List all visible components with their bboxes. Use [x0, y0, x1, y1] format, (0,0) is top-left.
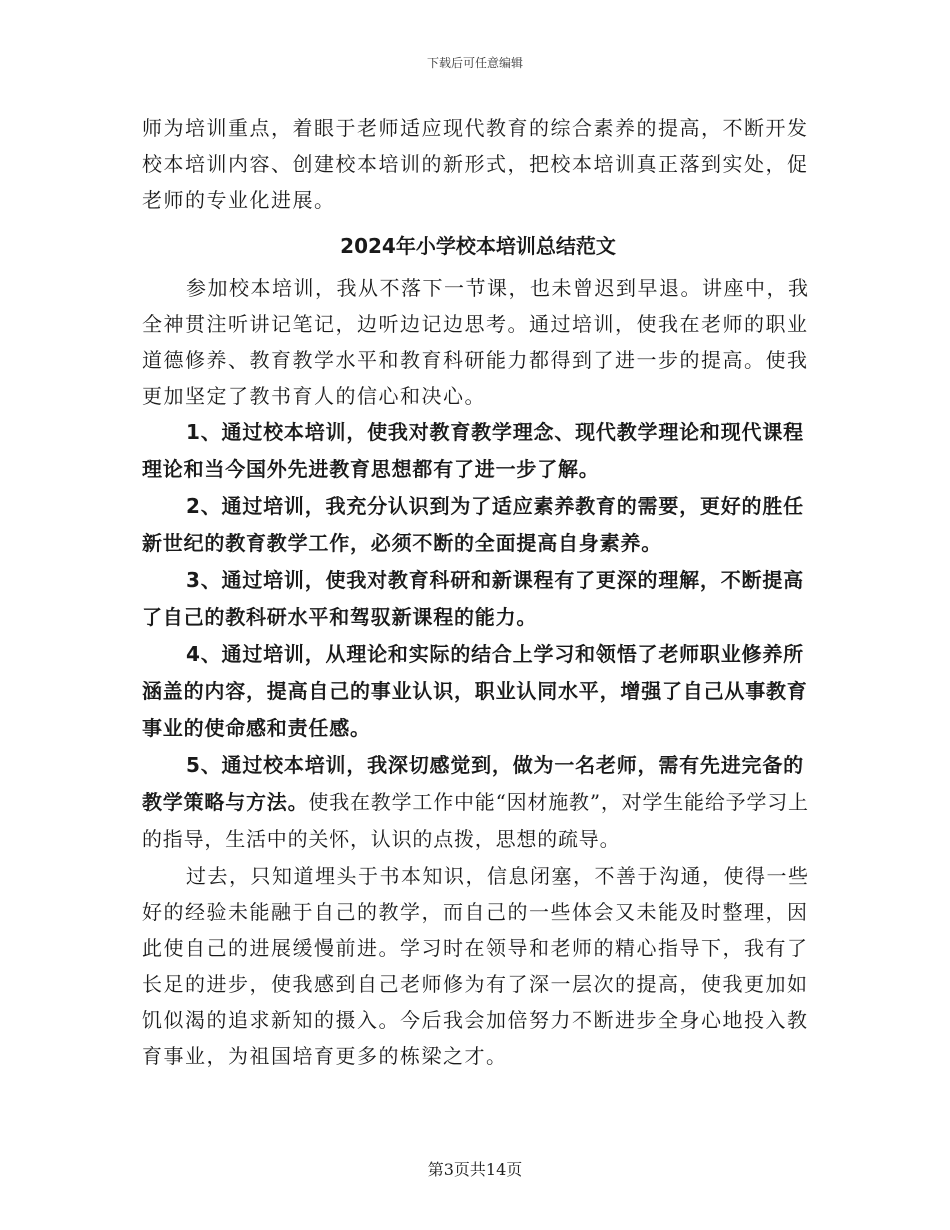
list-item-lead: 5、通过校本培训，我深切感觉到，做为一名老师，需有先进完备的教学策略与方法。 [142, 753, 804, 814]
list-item-lead: 2、通过培训，我充分认识到为了适应素养教育的需要，更好的胜任新世纪的教育教学工作，必须不断的全面提高自身素养。 [142, 494, 804, 555]
header-note: 下载后可任意编辑 [426, 56, 523, 70]
list-item [142, 747, 814, 858]
document-title: 2024年小学校本培训总结范文 [340, 234, 616, 258]
list-item-lead: 3、通过培训，使我对教育科研和新课程有了更深的理解，不断提高了自己的教科研水平和驾驭新课程的能力。 [142, 568, 804, 629]
body-paragraph-1: 参加校本培训，我从不落下一节课，也未曾迟到早退。讲座中，我全神贯注听讲记笔记，边听边记边思考。通过培训，使我在老师的职业道德修养、教育教学水平和教育科研能力都得到了进一步的提高。使我更加坚定了教书育人的信心和决心。 [142, 276, 810, 408]
page-number: 第3页共14页 [427, 1160, 523, 1179]
list-item-lead: 1、通过校本培训，使我对教育教学理念、现代教学理论和现代课程理论和当今国外先进教育思想都有了进一步了解。 [142, 420, 804, 481]
intro-paragraph: 师为培训重点，着眼于老师适应现代教育的综合素养的提高，不断开发校本培训内容、创建校本培训的新形式，把校本培训真正落到实处，促老师的专业化进展。 [142, 116, 809, 212]
list-item-rest: 使我在教学工作中能“因材施教”，对学生能给予学习上的指导，生活中的关怀，认识的点拨，思想的疏导。 [142, 790, 809, 851]
document-body [142, 110, 814, 1074]
list-item [142, 562, 814, 636]
list-item [142, 414, 814, 488]
list-item [142, 488, 814, 562]
list-item [142, 636, 814, 747]
list-item-lead: 4、通过培训，从理论和实际的结合上学习和领悟了老师职业修养所涵盖的内容，提高自己的事业认识，职业认同水平，增强了自己从事教育事业的使命感和责任感。 [142, 642, 808, 740]
body-paragraph-2: 过去，只知道埋头于书本知识，信息闭塞，不善于沟通，使得一些好的经验未能融于自己的教学，而自己的一些体会又未能及时整理，因此使自己的进展缓慢前进。学习时在领导和老师的精心指导下，我有了长足的进步，使我感到自己老师修为有了深一层次的提高，使我更加如饥似渴的追求新知的摄入。今后我会加倍努力不断进步全身心地投入教育事业，为祖国培育更多的栋梁之才。 [142, 864, 810, 1068]
